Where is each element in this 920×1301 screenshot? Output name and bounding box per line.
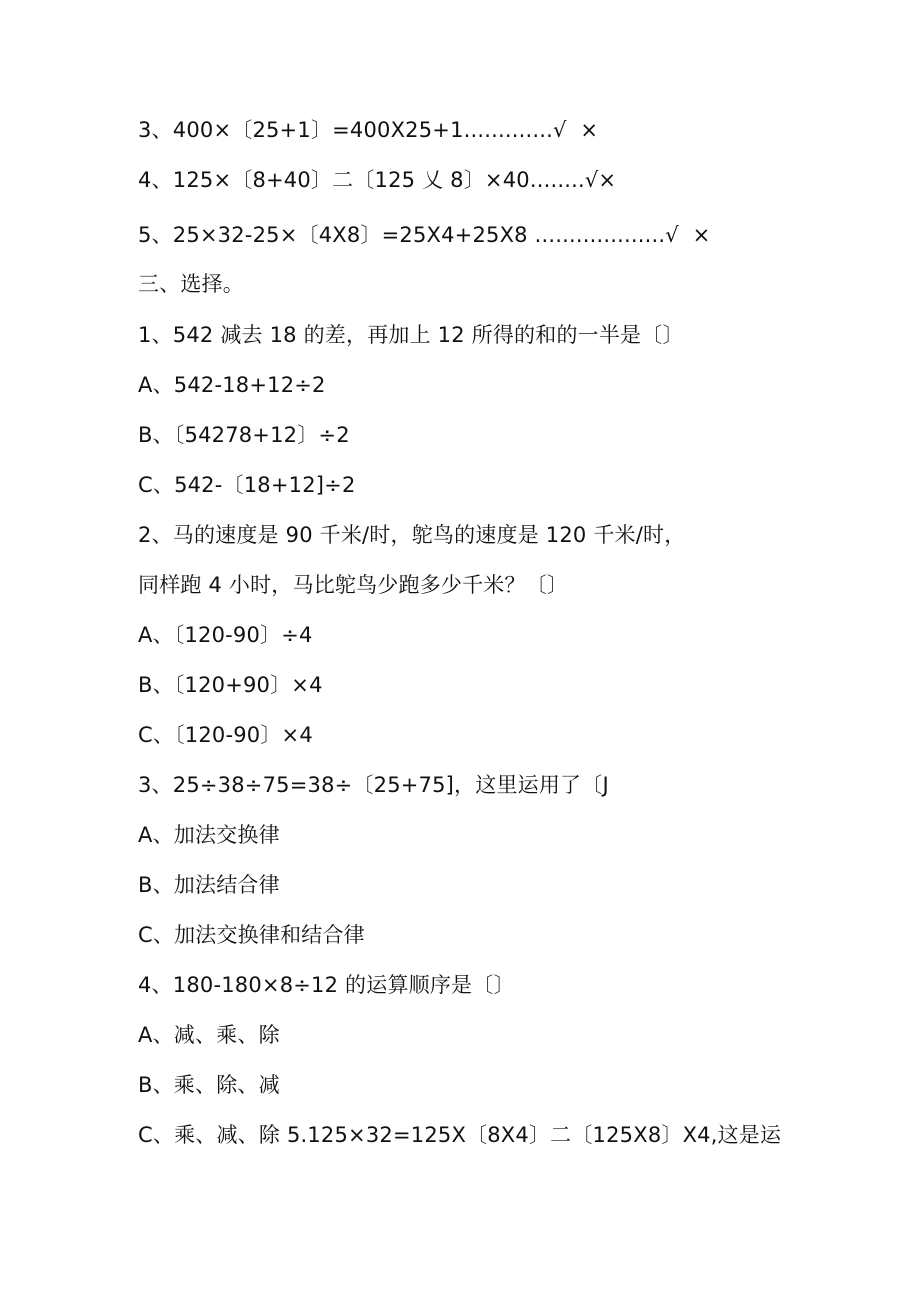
choice-question-3: 3、25÷38÷75=38÷〔25+75]，这里运用了〔J (138, 773, 609, 797)
choice-q3-option-b: B、加法结合律 (138, 873, 280, 897)
choice-q4-option-c: C、乘、减、除 5.125×32=125X〔8X4〕二〔125X8〕X4,这是运 (138, 1123, 782, 1147)
choice-q2-option-a: A、〔120-90〕÷4 (138, 623, 313, 647)
choice-question-2-line-2: 同样跑 4 小时，马比鸵鸟少跑多少千米？〔〕 (138, 573, 569, 597)
judgment-item-3: 3、400×〔25+1〕=400X25+1.............√ × (138, 118, 599, 142)
choice-q4-option-b: B、乘、除、减 (138, 1073, 280, 1097)
choice-q2-option-b: B、〔120+90〕×4 (138, 673, 323, 697)
choice-q4-option-a: A、减、乘、除 (138, 1023, 280, 1047)
choice-question-2-line-1: 2、马的速度是 90 千米/时，鸵鸟的速度是 120 千米/时， (138, 523, 686, 547)
judgment-item-4: 4、125×〔8+40〕二〔125 乂 8〕×40........√× (138, 168, 617, 192)
choice-q1-option-b: B、〔54278+12〕÷2 (138, 423, 350, 447)
choice-q2-option-c: C、〔120-90〕×4 (138, 723, 313, 747)
choice-question-4: 4、180-180×8÷12 的运算顺序是〔〕 (138, 973, 515, 997)
choice-q3-option-c: C、加法交换律和结合律 (138, 923, 365, 947)
choice-q3-option-a: A、加法交换律 (138, 823, 280, 847)
choice-q1-option-c: C、542-〔18+12]÷2 (138, 473, 356, 497)
choice-question-1: 1、542 减去 18 的差，再加上 12 所得的和的一半是〔〕 (138, 323, 684, 347)
section-heading-choice: 三、选择。 (138, 272, 244, 296)
choice-q1-option-a: A、542-18+12÷2 (138, 373, 326, 397)
judgment-item-5: 5、25×32-25×〔4X8〕=25X4+25X8 ...................√ × (138, 223, 711, 247)
